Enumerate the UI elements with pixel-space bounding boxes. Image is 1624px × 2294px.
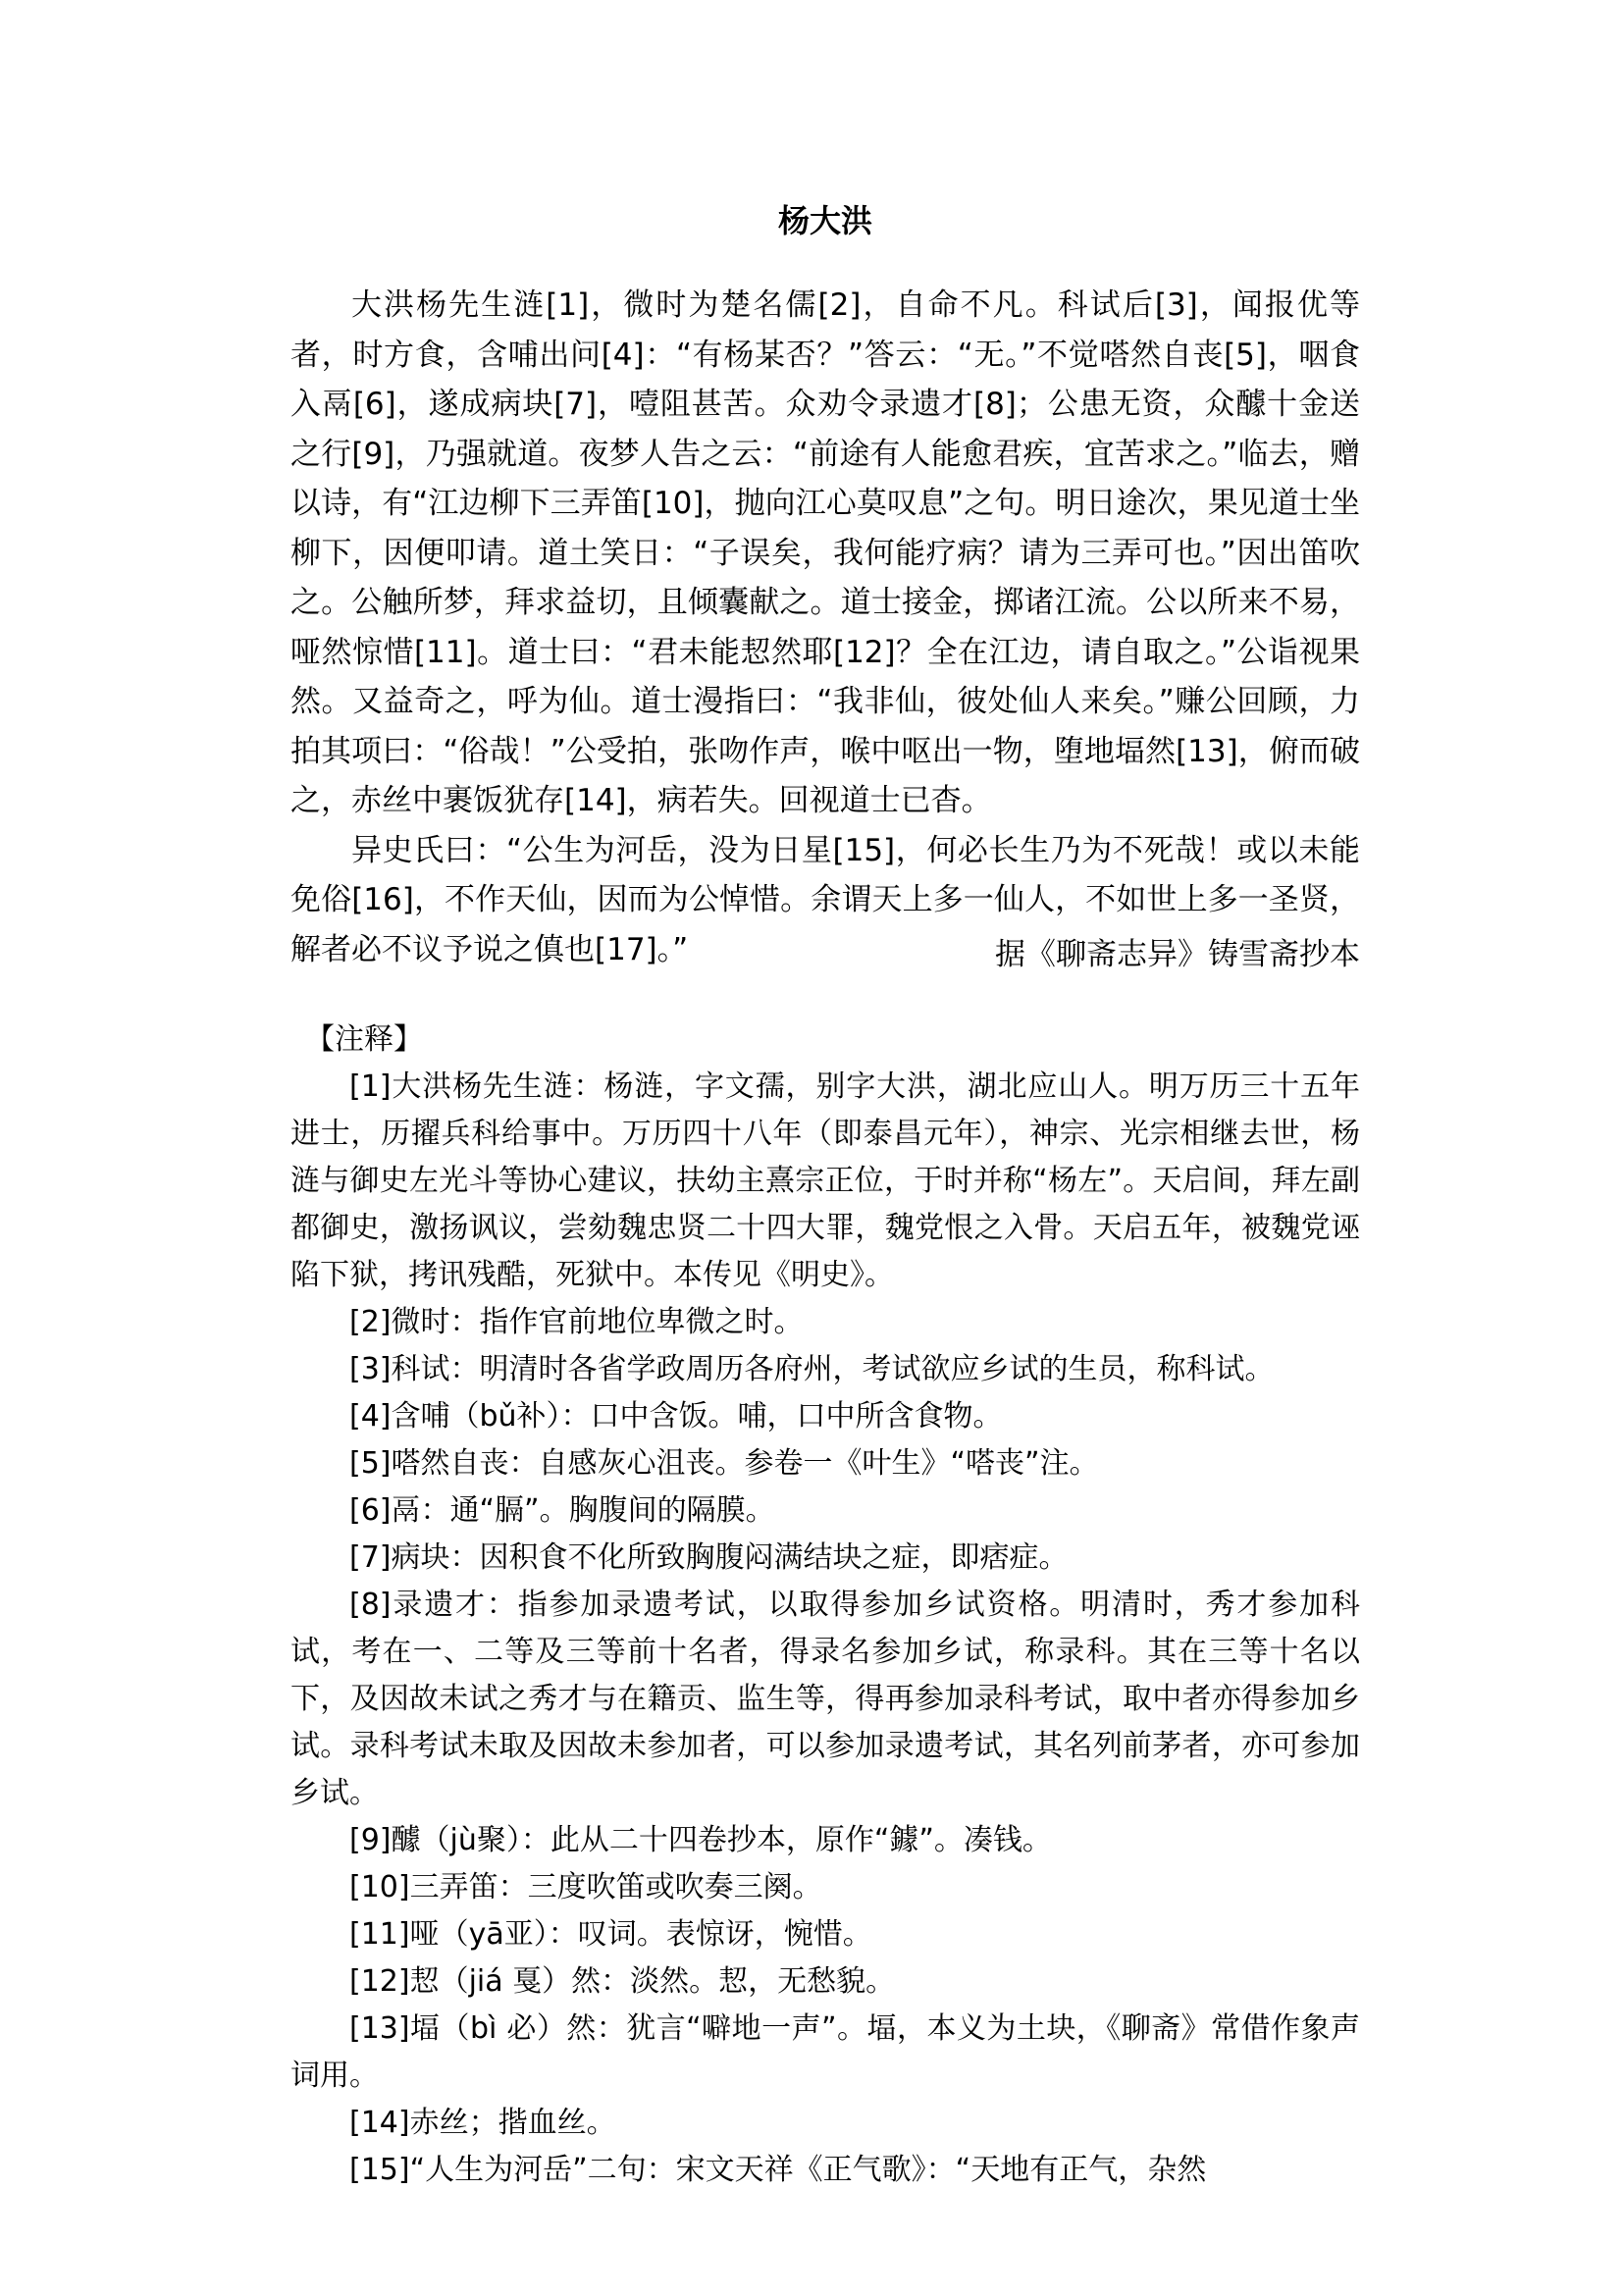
note-item: [15]“人生为河岳”二句：宋文天祥《正气歌》：“天地有正气，杂然 [349,2153,1207,2187]
source-citation: 据《聊斋志异》铸雪斋抄本 [995,937,1360,972]
notes-section [290,1017,1360,2194]
note-item: [7]病块：因积食不化所致胸腹闷满结块之症，即痞症。 [349,1540,1069,1575]
note-item: [2]微时：指作官前地位卑微之时。 [349,1305,804,1339]
story-body [290,281,1360,974]
note-item: [11]哑（yā亚）：叹词。表惊讶，惋惜。 [349,1917,872,1952]
story-paragraph: 大洪杨先生涟[1]，微时为楚名儒[2]，自命不凡。科试后[3]，闻报优等者，时方食，含哺出问[4]：“有杨某否？”答云：“无。”不觉嗒然自丧[5]，咽食入鬲[6]，遂成病块[7]，噎阻甚苦。众劝令录遗才[8]；公患无资，众醵十金送之行[9]，乃强就道。夜梦人告之云：“前途有人能愈君疾，宜苦求之。”临去，赠以诗，有“江边柳下三弄笛[10]，抛向江心莫叹息”之句。明日途次，果见道士坐柳下，因便叩请。道土笑日：“子误矣，我何能疗病？请为三弄可也。”因出笛吹之。公触所梦，拜求益切，且倾囊献之。道士接金，掷诸江流。公以所来不易，哑然惊惜[11]。道士曰：“君未能恝然耶[12]？全在江边，请自取之。”公诣视果然。又益奇之，呼为仙。道士漫指曰：“我非仙，彼处仙人来矣。”赚公回顾，力拍其项曰：“俗哉！”公受拍，张吻作声，喉中呕出一物，堕地堛然[13]，俯而破之，赤丝中裹饭犹存[14]，病若失。回视道士已杳。 [290,287,1360,818]
note-item: [5]嗒然自丧：自感灰心沮丧。参卷一《叶生》“嗒丧”注。 [349,1446,1099,1481]
note-item: [13]堛（bì 必）然：犹言“噼地一声”。堛，本义为土块，《聊斋》常借作象声词用。 [290,2011,1360,2093]
notes-heading: 【注释】 [305,1022,423,1057]
note-item: [6]鬲：通“膈”。胸腹间的隔膜。 [349,1493,775,1528]
note-item: [8]录遗才：指参加录遗考试，以取得参加乡试资格。明清时，秀才参加科试，考在一、二等及三等前十名者，得录名参加乡试，称录科。其在三等十名以下，及因故未试之秀才与在籍贡、监生等，得再参加录科考试，取中者亦得参加乡试。录科考试未取及因故未参加者，可以参加录遗考试，其名列前茅者，亦可参加乡试。 [290,1588,1360,1810]
note-item: [14]赤丝；揩血丝。 [349,2106,616,2140]
note-item: [1]大洪杨先生涟：杨涟，字文孺，别字大洪，湖北应山人。明万历三十五年进士，历擢兵科给事中。万历四十八年（即泰昌元年），神宗、光宗相继去世，杨涟与御史左光斗等协心建议，扶幼主熹宗正位，于时并称“杨左”。天启间，拜左副都御史，激扬讽议，尝劾魏忠贤二十四大罪，魏党恨之入骨。天启五年，被魏党诬陷下狱，拷讯残酷，死狱中。本传见《明史》。 [290,1069,1360,1292]
note-item: [9]醵（jù聚）：此从二十四卷抄本，原作“鐻”。凑钱。 [349,1823,1052,1857]
page-title: 杨大洪 [777,202,872,239]
note-item: [4]含哺（bǔ补）：口中含饭。哺，口中所含食物。 [349,1399,1003,1434]
note-item: [12]恝（jiá 戛）然：淡然。恝，无愁貌。 [349,1964,896,1999]
commentary-paragraph: 异史氏曰：“公生为河岳，没为日星[15]，何必长生乃为不死哉！或以未能免俗[16]，不作天仙，因而为公悼惜。余谓天上多一仙人，不如世上多一圣贤，解者必不议予说之傎也[17]。” [290,832,1360,967]
note-item: [3]科试：明清时各省学政周历各府州，考试欲应乡试的生员，称科试。 [349,1352,1275,1386]
note-item: [10]三弄笛：三度吹笛或吹奏三阕。 [349,1870,822,1904]
